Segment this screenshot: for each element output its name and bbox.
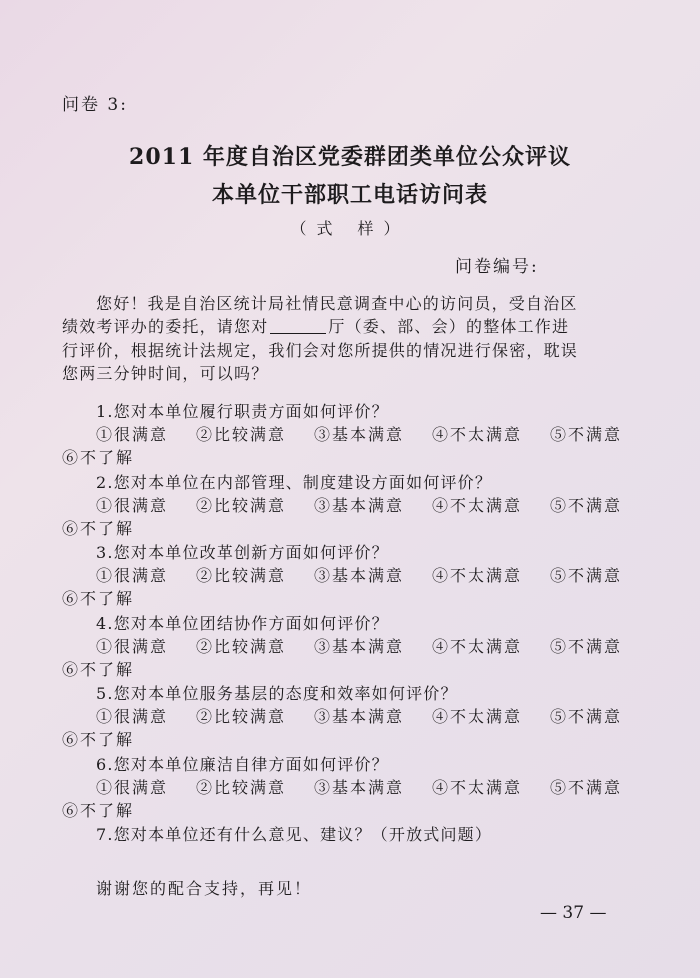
answer-option: ⑤不满意	[549, 707, 622, 726]
question-text: 1.您对本单位履行职责方面如何评价？	[96, 402, 389, 421]
answer-option: ⑤不满意	[549, 425, 622, 444]
answer-options	[62, 423, 622, 446]
questionnaire-label: 问卷 3:	[62, 95, 128, 115]
answer-option: ①很满意	[96, 425, 169, 444]
answer-option: ⑥不了解	[62, 448, 135, 467]
title-line-2: 本单位干部职工电话访问表	[211, 182, 488, 208]
question-block	[62, 753, 622, 822]
answer-option: ②比较满意	[195, 707, 286, 726]
answer-option: ④不太满意	[431, 636, 522, 656]
question-block	[62, 541, 622, 610]
answer-option: ④不太满意	[431, 495, 522, 515]
answer-option: ①很满意	[96, 707, 169, 726]
question-text: 3.您对本单位改革创新方面如何评价？	[96, 543, 389, 562]
fill-in-blank	[270, 317, 326, 334]
answer-option: ②比较满意	[195, 636, 286, 656]
answer-options	[62, 635, 622, 658]
question-block	[62, 612, 622, 681]
closing-text: 谢谢您的配合支持，再见！	[96, 879, 313, 898]
answer-option: ③基本满意	[313, 707, 404, 726]
question-text: 7.您对本单位还有什么意见、建议？（开放式问题）	[96, 825, 493, 844]
questionnaire-number-label: 问卷编号:	[455, 257, 539, 277]
page-number: — 37 —	[540, 903, 607, 923]
answer-option: ③基本满意	[313, 777, 404, 797]
question-block	[62, 400, 622, 469]
question-text: 2.您对本单位在内部管理、制度建设方面如何评价？	[96, 472, 493, 492]
intro-line-2	[62, 315, 622, 338]
answer-option: ④不太满意	[431, 566, 522, 585]
answer-option: ②比较满意	[195, 425, 286, 444]
answer-option: ③基本满意	[313, 425, 404, 444]
question-text: 4.您对本单位团结协作方面如何评价？	[96, 613, 389, 633]
answer-options	[62, 564, 622, 587]
answer-option: ②比较满意	[195, 566, 286, 585]
answer-option: ⑥不了解	[62, 659, 135, 679]
answer-option: ⑥不了解	[62, 800, 135, 820]
intro-paragraph	[62, 292, 622, 385]
answer-option: ⑤不满意	[549, 777, 622, 797]
question-block	[62, 682, 622, 751]
answer-option: ③基本满意	[313, 636, 404, 656]
question-text: 6.您对本单位廉洁自律方面如何评价？	[96, 754, 389, 774]
answer-option: ⑤不满意	[549, 636, 622, 656]
answer-option: ⑤不满意	[549, 566, 622, 585]
answer-option: ⑥不了解	[62, 589, 135, 608]
question-block	[62, 823, 622, 846]
intro-line-4: 您两三分钟时间，可以吗？	[62, 363, 269, 383]
answer-option: ④不太满意	[431, 777, 522, 797]
answer-option: ⑥不了解	[62, 518, 135, 538]
title-line-1: 2011 年度自治区党委群团类单位公众评议	[129, 144, 571, 170]
answer-option: ④不太满意	[431, 707, 522, 726]
intro-line-2-end: 厅（委、部、会）的整体工作进	[328, 317, 570, 337]
answer-option: ①很满意	[96, 495, 169, 515]
intro-line-3: 行评价，根据统计法规定，我们会对您所提供的情况进行保密，耽误	[62, 340, 579, 360]
answer-option: ⑥不了解	[62, 730, 135, 749]
intro-line-2-start: 绩效考评办的委托，请您对	[62, 317, 269, 337]
answer-options	[62, 776, 622, 799]
answer-option: ③基本满意	[313, 566, 404, 585]
answer-option: ④不太满意	[431, 425, 522, 444]
answer-options	[62, 494, 622, 517]
subtitle: （式 样）	[290, 219, 410, 238]
intro-line-1: 您好！我是自治区统计局社情民意调查中心的访问员，受自治区	[96, 294, 578, 313]
answer-option: ①很满意	[96, 566, 169, 585]
answer-option: ⑤不满意	[549, 495, 622, 515]
answer-option: ②比较满意	[195, 777, 286, 797]
answer-option: ③基本满意	[313, 495, 404, 515]
answer-option: ①很满意	[96, 636, 169, 656]
answer-options	[62, 705, 622, 728]
question-text: 5.您对本单位服务基层的态度和效率如何评价？	[96, 684, 458, 703]
question-block	[62, 471, 622, 540]
answer-option: ②比较满意	[195, 495, 286, 515]
answer-option: ①很满意	[96, 777, 169, 797]
